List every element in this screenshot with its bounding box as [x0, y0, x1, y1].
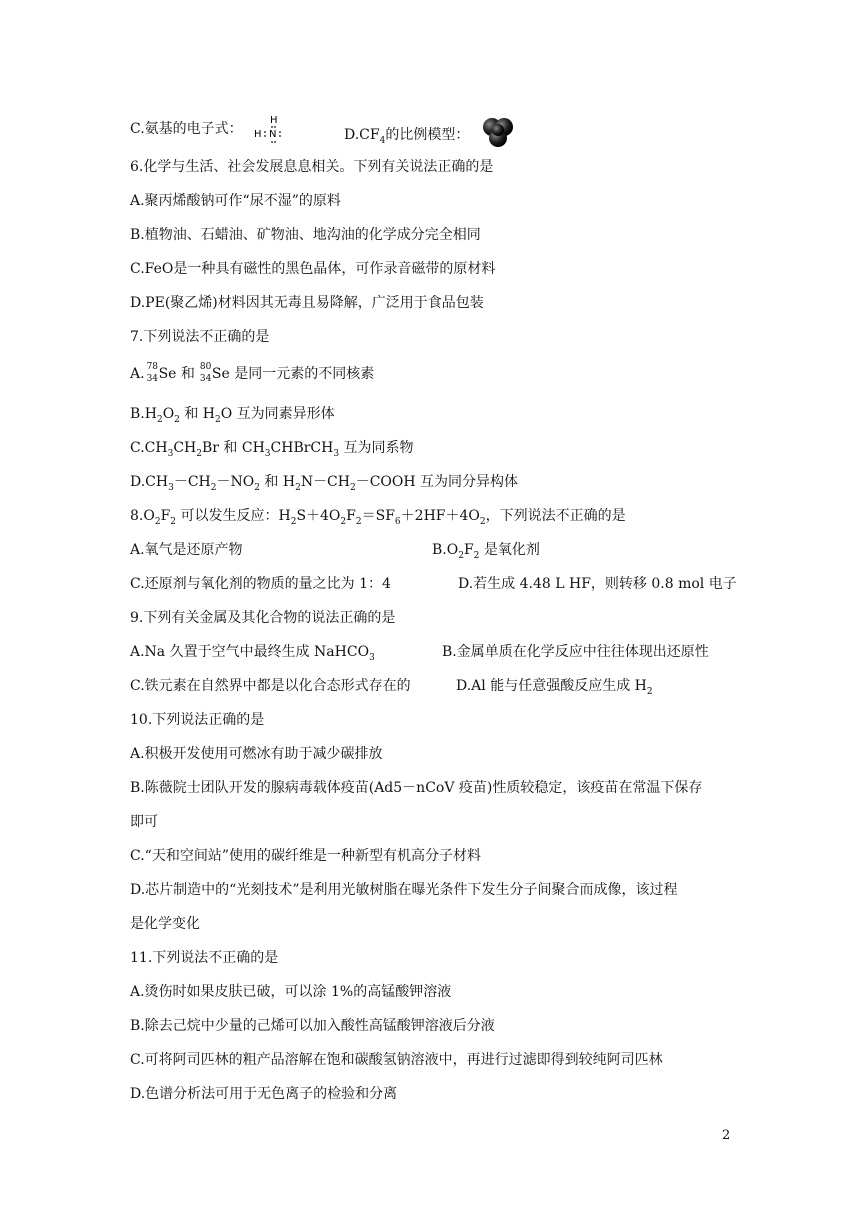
q9-option-c: C.铁元素在自然界中都是以化合态形式存在的 — [130, 678, 411, 694]
t: CH — [173, 440, 197, 456]
q8-option-b — [432, 540, 540, 560]
t: O — [162, 406, 175, 422]
t: A.Na 久置于空气中最终生成 NaHCO — [130, 644, 370, 660]
q5-d-rest: 的比例模型： — [385, 127, 470, 143]
t: F — [346, 508, 356, 524]
q7-a-el2: Se 是同一元素的不同核素 — [211, 366, 375, 382]
atomic-number: 34 — [146, 374, 159, 384]
q10-option-a: A.积极开发使用可燃冰有助于减少碳排放 — [130, 746, 383, 762]
s: 2 — [349, 482, 356, 493]
t: B.O — [432, 542, 459, 558]
t: F — [463, 542, 474, 558]
s: 2 — [295, 482, 301, 493]
q6-option-a: A.聚丙烯酸钠可作“尿不湿”的原料 — [130, 193, 341, 209]
q6-option-c: C.FeO是一种具有磁性的黑色晶体，可作录音磁带的原材料 — [130, 261, 496, 277]
s: 3 — [167, 448, 174, 459]
q9-option-a — [130, 642, 375, 662]
s: 3 — [168, 482, 174, 493]
t: 8.O — [130, 508, 155, 524]
q11-option-a: A.烫伤时如果皮肤已破，可以涂 1%的高锰酸钾溶液 — [130, 984, 452, 1000]
s: 2 — [156, 414, 163, 425]
q8-stem — [130, 506, 626, 526]
s: 2 — [340, 516, 347, 527]
q10-option-c: C.“天和空间站”使用的碳纤维是一种新型有机高分子材料 — [130, 848, 481, 864]
s: 3 — [333, 448, 340, 459]
q7-a-el1: Se 和 — [158, 366, 195, 382]
s: 2 — [458, 550, 464, 561]
t: ＋2HF＋4O — [400, 508, 480, 524]
q8-option-d: D.若生成 4.48 L HF，则转移 0.8 mol 电子 — [458, 576, 737, 592]
t: F — [160, 508, 171, 524]
t: 和 H — [179, 406, 216, 422]
t: C.CH — [130, 440, 168, 456]
s: 2 — [290, 516, 297, 527]
t: ，下列说法不正确的是 — [485, 508, 626, 524]
svg-text:N: N — [269, 129, 277, 140]
q11-stem: 11.下列说法不正确的是 — [130, 950, 279, 966]
t: CHBrCH — [270, 440, 334, 456]
lewis-structure-icon — [251, 114, 291, 148]
t: 和 H — [259, 474, 296, 490]
s: 6 — [394, 516, 401, 527]
q7-option-c — [130, 438, 414, 458]
q5-option-d — [344, 114, 516, 156]
q10-option-d-line2: 是化学变化 — [130, 916, 200, 932]
t: 是氧化剂 — [479, 542, 540, 558]
s: 3 — [264, 448, 271, 459]
s: 2 — [473, 550, 480, 561]
svg-text:H: H — [270, 115, 278, 126]
t: B.H — [130, 406, 157, 422]
atomic-number: 34 — [199, 374, 212, 384]
q6-option-b: B.植物油、石蜡油、矿物油、地沟油的化学成分完全相同 — [130, 227, 481, 243]
q7-option-b — [130, 404, 335, 424]
s: 3 — [369, 652, 375, 663]
q10-stem: 10.下列说法正确的是 — [130, 712, 265, 728]
mass-number: 78 — [146, 362, 159, 372]
q8-option-a: A.氧气是还原产物 — [130, 542, 243, 558]
q5-d-text: D.CF — [344, 127, 380, 143]
q10-option-d-line1: D.芯片制造中的“光刻技术”是利用光敏树脂在曝光条件下发生分子间聚合而成像，该过程 — [130, 882, 678, 898]
q11-option-c: C.可将阿司匹林的粗产品溶解在饱和碳酸氢钠溶液中，再进行过滤即得到较纯阿司匹林 — [130, 1052, 663, 1068]
q8-option-c: C.还原剂与氧化剂的物质的量之比为 1：4 — [130, 576, 391, 592]
q7-stem: 7.下列说法不正确的是 — [130, 329, 270, 345]
q11-option-b: B.除去己烷中少量的己烯可以加入酸性高锰酸钾溶液后分液 — [130, 1018, 495, 1034]
q7-option-a — [130, 364, 374, 384]
q9-option-d — [456, 676, 653, 696]
s: 2 — [479, 516, 486, 527]
cf4-space-filling-model-icon — [480, 114, 516, 156]
amino-lewis-structure — [251, 114, 291, 144]
t: D.Al 能与任意强酸反应生成 H — [456, 678, 647, 694]
s: 2 — [355, 516, 362, 527]
t: N－CH — [300, 474, 350, 490]
t: －CH — [173, 474, 211, 490]
q5-option-c — [130, 114, 291, 144]
q9-stem: 9.下列有关金属及其化合物的说法正确的是 — [130, 610, 396, 626]
q9-option-b: B.金属单质在化学反应中往往体现出还原性 — [442, 644, 709, 660]
t: S＋4O — [296, 508, 341, 524]
s: 2 — [215, 414, 221, 425]
s: 2 — [254, 482, 260, 493]
q11-option-d: D.色谱分析法可用于无色离子的检验和分离 — [130, 1086, 398, 1102]
q6-stem: 6.化学与生活、社会发展息息相关。下列有关说法正确的是 — [130, 159, 494, 175]
t: －COOH 互为同分异构体 — [355, 474, 519, 490]
t: Br 和 CH — [201, 440, 265, 456]
t: ＝SF — [361, 508, 395, 524]
s: 2 — [174, 414, 180, 425]
s: 2 — [196, 448, 202, 459]
q5-d-sub: 4 — [379, 135, 386, 146]
page-number: 2 — [722, 1128, 731, 1143]
t: 可以发生反应：H — [176, 508, 291, 524]
s: 2 — [154, 516, 161, 527]
s: 2 — [170, 516, 177, 527]
t: 互为同系物 — [339, 440, 414, 456]
q10-option-b-line2: 即可 — [130, 814, 158, 830]
s: 2 — [210, 482, 217, 493]
t: O 互为同素异形体 — [220, 406, 335, 422]
q10-option-b-line1: B.陈薇院士团队开发的腺病毒载体疫苗(Ad5－nCoV 疫苗)性质较稳定，该疫苗在常温下保存 — [130, 780, 703, 796]
q5-c-text: C.氨基的电子式： — [130, 121, 243, 137]
isotope-se80 — [198, 364, 212, 384]
t: －NO — [216, 474, 255, 490]
q6-option-d: D.PE(聚乙烯)材料因其无毒且易降解，广泛用于食品包装 — [130, 295, 484, 311]
t: D.CH — [130, 474, 169, 490]
s: 2 — [646, 686, 653, 697]
svg-text:H: H — [254, 129, 262, 140]
q7-a-prefix: A. — [130, 366, 145, 382]
mass-number: 80 — [199, 362, 212, 372]
isotope-se78 — [145, 364, 159, 384]
q7-option-d — [130, 472, 518, 492]
